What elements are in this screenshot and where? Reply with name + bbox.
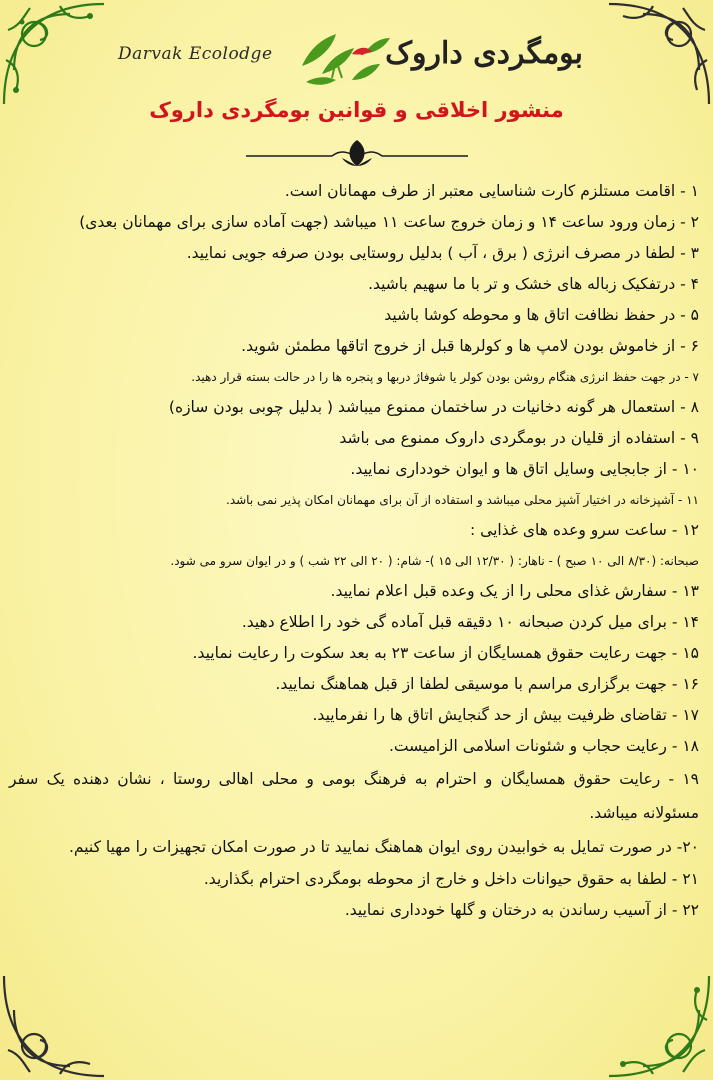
rule-19: ۱۹ - رعایت حقوق همسایگان و احترام به فرهنگ بومی و محلی اهالی روستا ، نشان دهنده یک سفر مسئولانه میباشد. <box>9 770 699 822</box>
rule-7: ۷ - در جهت حفظ انرژی هنگام روشن بودن کولر یا شوفاژ دربها و پنجره ها را در حالت بسته قرار دهید. <box>191 370 699 384</box>
rule-8: ۸ - استعمال هر گونه دخانیات در ساختمان ممنوع میباشد ( بدلیل چوبی بودن سازه) <box>168 398 699 416</box>
rule-12: ۱۲ - ساعت سرو وعده های غذایی : <box>470 521 699 539</box>
rule-3: ۳ - لطفا در مصرف انرژی ( برق ، آب ) بدلیل روستایی بودن صرفه جویی نمایید. <box>186 244 699 262</box>
page-title: منشور اخلاقی و قوانین بومگردی داروک <box>149 98 564 122</box>
rule-1: ۱ - اقامت مستلزم کارت شناسایی معتبر از طرف مهمانان است. <box>284 182 699 200</box>
rule-9: ۹ - استفاده از قلیان در بومگردی داروک ممنوع می باشد <box>339 429 699 447</box>
floral-corner-icon <box>0 970 110 1080</box>
header <box>0 30 713 100</box>
rule-14: ۱۴ - برای میل کردن صبحانه ۱۰ دقیقه قبل آماده گی خود را اطلاع دهید. <box>241 613 699 631</box>
rule-10: ۱۰ - از جابجایی وسایل اتاق ها و ایوان خودداری نمایید. <box>350 460 699 478</box>
rule-2: ۲ - زمان ورود ساعت ۱۴ و زمان خروج ساعت ۱۱ میباشد (جهت آماده سازی برای مهمانان بعدی) <box>79 213 699 231</box>
rule-16: ۱۶ - جهت برگزاری مراسم با موسیقی لطفا از قبل هماهنگ نمایید. <box>275 675 699 693</box>
brand-latin: Darvak Ecolodge <box>118 44 273 64</box>
brand-farsi: بومگردی داروک <box>385 36 583 71</box>
rule-21: ۲۱ - لطفا به حقوق حیوانات داخل و خارج از محوطه بومگردی احترام بگذارید. <box>203 870 699 888</box>
rule-13: ۱۳ - سفارش غذای محلی را از یک وعده قبل اعلام نمایید. <box>330 582 699 600</box>
rule-12-meal-times: صبحانه: (۸/۳۰ الی ۱۰ صبح ) - ناهار: ( ۱۲/۳۰ الی ۱۵ )- شام: ( ۲۰ الی ۲۲ شب ) و در ایوان سرو می شود. <box>170 554 699 568</box>
rule-5: ۵ - در حفظ نظافت اتاق ها و محوطه کوشا باشید <box>384 306 699 324</box>
rule-20: ۲۰- در صورت تمایل به خوابیدن روی ایوان هماهنگ نمایید تا در صورت امکان تجهیزات را مهیا کنیم. <box>69 838 699 856</box>
rule-18: ۱۸ - رعایت حجاب و شئونات اسلامی الزامیست. <box>388 737 699 755</box>
rule-22: ۲۲ - از آسیب رساندن به درختان و گلها خودداری نمایید. <box>344 901 699 919</box>
leaf-ornament-icon <box>246 138 468 170</box>
rule-11: ۱۱ - آشپزخانه در اختیار آشپز محلی میباشد و استفاده از آن برای مهمانان امکان پذیر نمی باشد. <box>226 493 699 507</box>
rule-4: ۴ - درتفکیک زباله های خشک و تر با ما سهیم باشید. <box>368 275 699 293</box>
rule-6: ۶ - از خاموش بودن لامپ ها و کولرها قبل از خروج اتاقها مطمئن شوید. <box>241 337 699 355</box>
rule-15: ۱۵ - جهت رعایت حقوق همسایگان از ساعت ۲۳ به بعد سکوت را رعایت نمایید. <box>192 644 699 662</box>
floral-corner-icon <box>603 970 713 1080</box>
rules-list <box>9 176 699 926</box>
rule-17: ۱۷ - تقاضای ظرفیت بیش از حد گنجایش اتاق ها را نفرمایید. <box>312 706 699 724</box>
